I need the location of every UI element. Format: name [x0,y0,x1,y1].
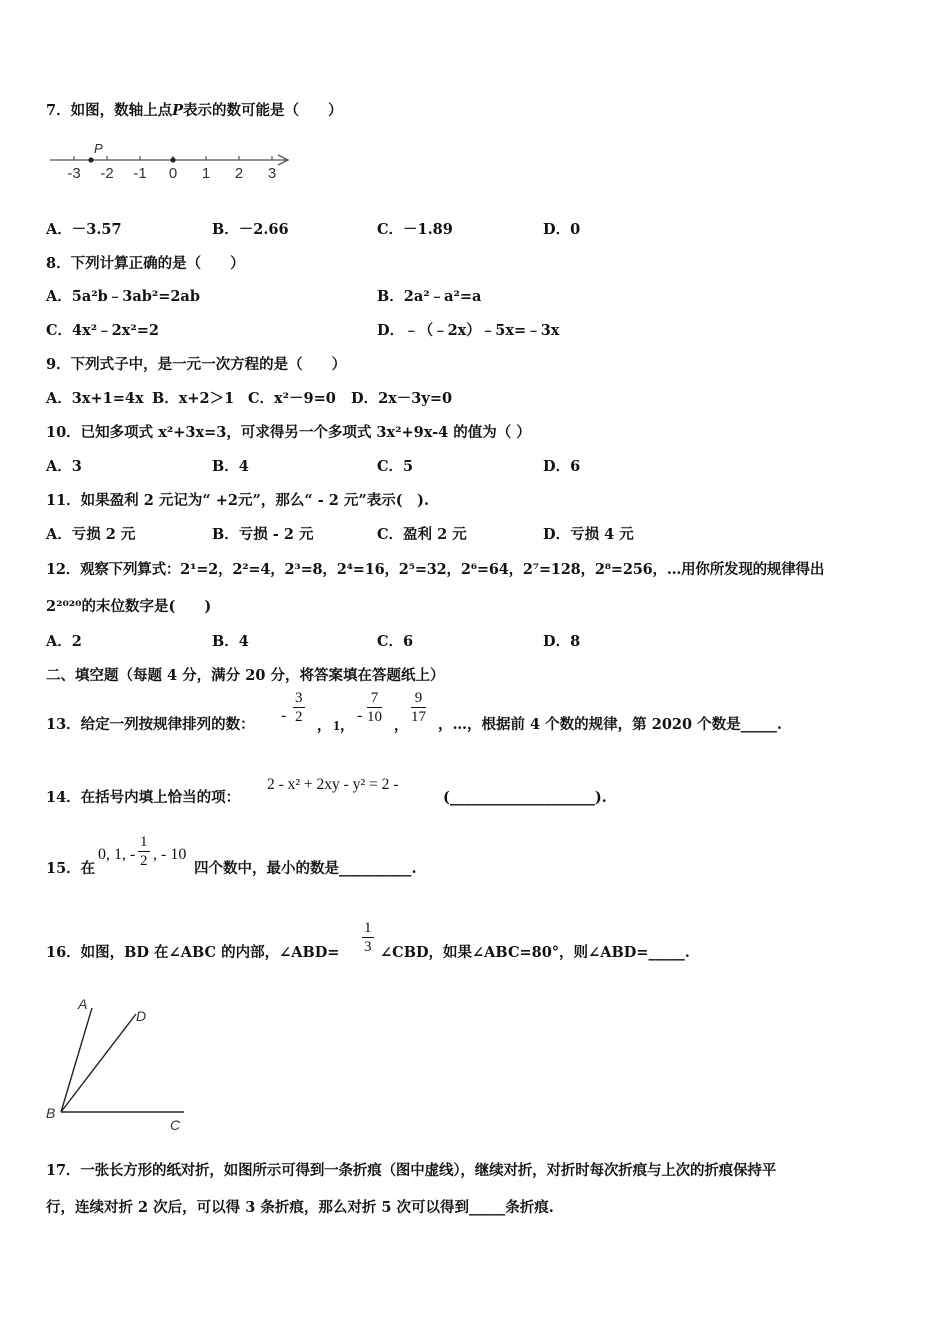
q11-option-b[interactable]: B．亏损 - 2 元 [212,526,314,543]
point-p [88,157,93,162]
q8-option-b[interactable]: B．2a²﹣a²=a [377,288,482,305]
q13-stem: 13．给定一列按规律排列的数： [46,716,255,733]
q10-option-d[interactable]: D．6 [543,458,581,475]
label-d: D [136,1008,147,1024]
q12-option-b[interactable]: B．4 [212,633,249,650]
q8-option-a[interactable]: A．5a²b﹣3ab²=2ab [46,288,200,305]
q15-numbers [98,833,196,879]
tick-label: -2 [100,165,114,182]
q11-option-a[interactable]: A．亏损 2 元 [46,526,136,543]
q10-stem: 10．已知多项式 x²+3x=3，可求得另一个多项式 3x²+9x-4 的值为（ ） [46,424,531,441]
origin-point [170,157,175,162]
q13-stem-after: ，…，根据前 4 个数的规律，第 2020 个数是_____. [438,716,782,733]
q10-option-c[interactable]: C．5 [377,458,414,475]
q9-option-d[interactable]: D．2x－3y=0 [351,390,453,407]
q16-stem: 16．如图，BD 在∠ABC 的内部，∠ABD= [46,944,340,961]
comma: ， [317,719,331,734]
q8-stem: 8．下列计算正确的是（ ） [46,255,245,272]
tick-label: 3 [267,165,277,182]
q16-fraction-1-3: $\frac{1}{3}$ [364,920,372,955]
q15-stem: 15．在 [46,860,96,877]
label-c: C [170,1117,181,1133]
fraction-9-17: $\frac{9}{17}$ [411,690,426,725]
numbers-0-1: 0, 1, - [98,846,136,863]
number-minus-10: , - 10 [153,846,187,863]
q9-option-a[interactable]: A．3x+1=4x [46,390,144,407]
q12-stem: 12．观察下列算式：2¹=2，2²=4，2³=8，2⁴=16，2⁵=32，2⁶=64，2⁷=128，2⁸=256，…用你所发现的规律得出 [46,561,825,578]
q7-var: P [172,102,183,119]
q9-option-c[interactable]: C．x²－9=0 [248,390,336,407]
q14-stem: 14．在括号内填上恰当的项： [46,789,241,806]
q12-stem-2: 2²⁰²⁰的末位数字是( ) [46,598,212,615]
q15-stem-after: 四个数中，最小的数是__________. [194,860,417,877]
q7-option-a[interactable]: A．－3.57 [46,221,122,238]
fraction-3-2: $\frac{3}{2}$ [295,690,303,725]
tick-label: -1 [133,165,147,182]
q10-option-a[interactable]: A．3 [46,458,82,475]
q12-option-d[interactable]: D．8 [543,633,581,650]
q9-option-b[interactable]: B．x+2＞1 [152,390,235,407]
q7-stem-text: 7．如图，数轴上点 [46,102,173,119]
minus-sign: - [357,707,363,724]
q16-stem-after: ∠CBD，如果∠ABC=80°，则∠ABD=_____. [380,944,690,961]
q7-stem-after: 表示的数可能是（ ） [183,102,343,119]
q8-option-c[interactable]: C．4x²﹣2x²=2 [46,322,159,339]
minus-sign: - [281,707,287,724]
q11-option-d[interactable]: D．亏损 4 元 [543,526,634,543]
term-one: 1， [333,719,354,734]
comma: ， [394,719,408,734]
q10-option-b[interactable]: B．4 [212,458,249,475]
q7-stem [46,101,343,121]
section-2-title: 二、填空题（每题 4 分，满分 20 分，将答案填在答题纸上） [46,667,445,684]
point-p-label: P [94,141,103,156]
q7-option-c[interactable]: C．－1.89 [377,221,453,238]
q14-expression: 2 - x² + 2xy - y² = 2 - [267,776,399,793]
q9-stem: 9．下列式子中，是一元一次方程的是（ ） [46,356,347,373]
q8-option-d[interactable]: D．﹣（﹣2x）﹣5x=﹣3x [377,322,560,339]
q12-option-a[interactable]: A．2 [46,633,82,650]
tick-label: 2 [234,165,244,182]
tick-label: 1 [201,165,211,182]
label-b: B [46,1105,56,1121]
label-a: A [78,996,88,1012]
q7-option-d[interactable]: D．0 [543,221,581,238]
q12-option-c[interactable]: C．6 [377,633,414,650]
q7-option-b[interactable]: B．－2.66 [212,221,289,238]
q17-line-2: 行，连续对折 2 次后，可以得 3 条折痕，那么对折 5 次可以得到_____条折痕. [46,1199,554,1216]
q14-answer-blank[interactable]: (____________________). [443,789,607,806]
number-line-figure [46,140,296,185]
q11-option-c[interactable]: C．盈利 2 元 [377,526,467,543]
angle-figure [40,990,200,1140]
fraction-7-10: $\frac{7}{10}$ [367,690,382,725]
tick-label: -3 [67,165,81,182]
tick-label: 0 [168,165,178,182]
q17-line-1: 17．一张长方形的纸对折，如图所示可得到一条折痕（图中虚线），继续对折，对折时每次折痕与上次的折痕保持平 [46,1162,777,1179]
fraction-1-2: $\frac{1}{2}$ [140,834,148,869]
q11-stem: 11．如果盈利 2 元记为“ +2元”，那么“ - 2 元”表示( ). [46,492,430,509]
